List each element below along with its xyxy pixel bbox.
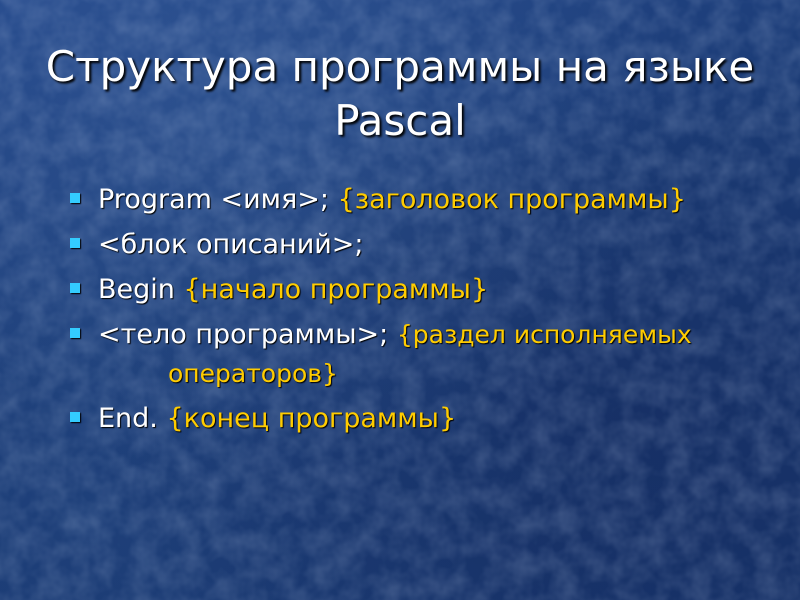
code-text: Begin (98, 274, 184, 305)
square-bullet-icon (70, 193, 80, 203)
comment-text: операторов} (168, 359, 338, 388)
square-bullet-icon (70, 412, 80, 422)
code-text: Program <имя>; (98, 184, 338, 215)
bullet-program-body (70, 315, 750, 393)
square-bullet-icon (70, 238, 80, 248)
comment-text: {заголовок программы} (337, 184, 686, 215)
slide-title: Структура программы на языке Pascal (45, 42, 755, 145)
code-text: <тело программы>; (98, 319, 397, 350)
bullet-program-header (70, 180, 750, 219)
square-bullet-icon (70, 283, 80, 293)
square-bullet-icon (70, 328, 80, 338)
comment-text: {конец программы} (166, 403, 457, 434)
bullet-list (70, 180, 750, 444)
code-text: <блок описаний>; (98, 229, 364, 260)
comment-text: {раздел исполняемых (396, 320, 692, 349)
bullet-begin (70, 270, 750, 309)
code-text: End. (98, 403, 167, 434)
bullet-declarations-block (70, 225, 750, 264)
comment-text: {начало программы} (183, 274, 489, 305)
bullet-end (70, 399, 750, 438)
